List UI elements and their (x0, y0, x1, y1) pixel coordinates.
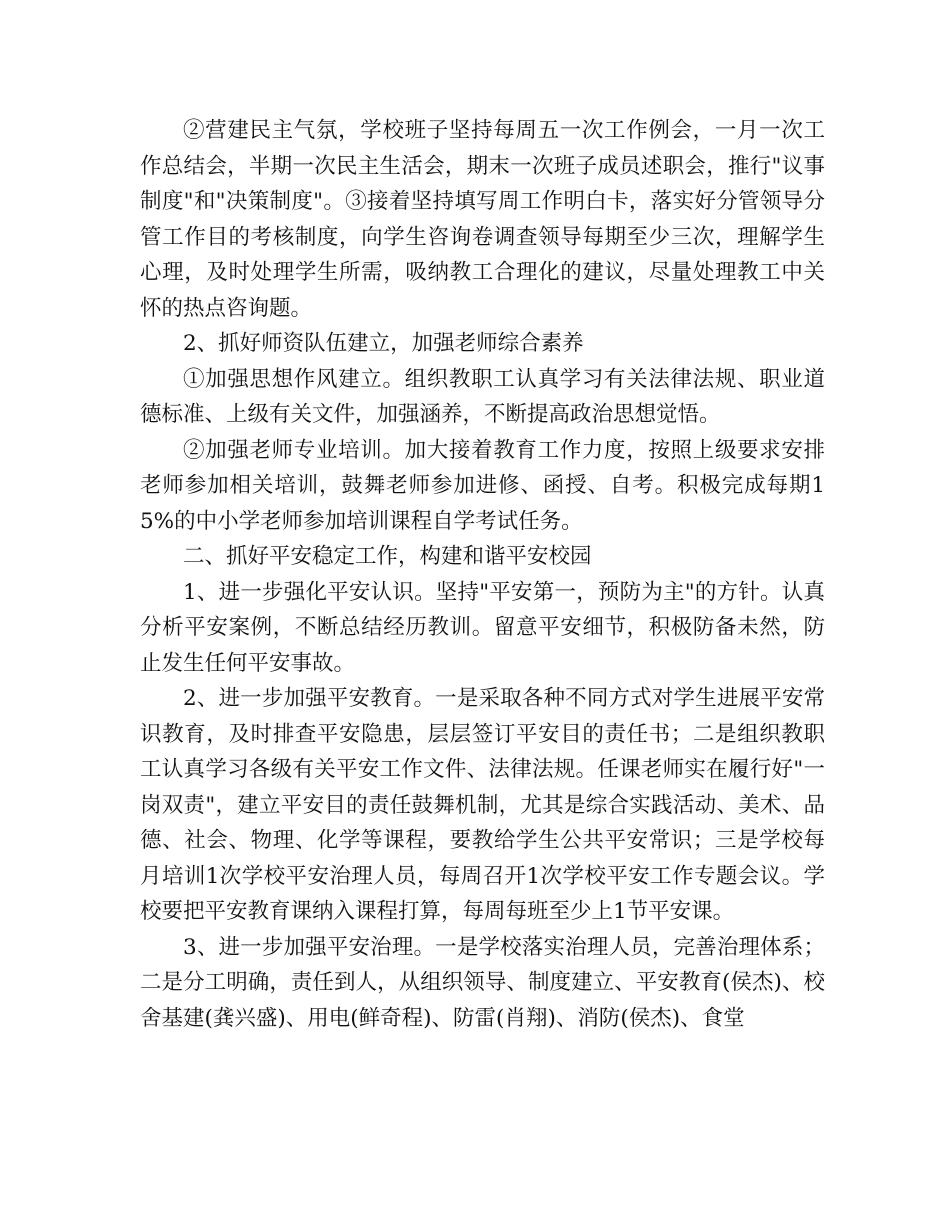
paragraph-safety-awareness: 1、进一步强化平安认识。坚持"平安第一，预防为主"的方针。认真分析平安案例，不断总结经历教训。留意平安细节，积极防备未然，防止发生任何平安事故。 (140, 579, 825, 676)
paragraph-ideology-style: ①加强思想作风建立。组织教职工认真学习有关法律法规、职业道德标准、上级有关文件，加强涵养，不断提高政治思想觉悟。 (140, 366, 825, 427)
heading-teacher-team: 2、抓好师资队伍建立，加强老师综合素养 (183, 331, 584, 356)
paragraph-democratic-atmosphere: ②营建民主气氛，学校班子坚持每周五一次工作例会，一月一次工作总结会，半期一次民主生活会，期末一次班子成员述职会，推行"议事制度"和"决策制度"。③接着坚持填写周工作明白卡，落实好分管领导分管工作目的考核制度，向学生咨询卷调查领导每期至少三次，理解学生心理，及时处理学生所需，吸纳教工合理化的建议，尽量处理教工中关怀的热点咨询题。 (140, 118, 825, 321)
document-body (140, 113, 825, 1036)
paragraph-safety-management: 3、进一步加强平安治理。一是学校落实治理人员，完善治理体系；二是分工明确，责任到人，从组织领导、制度建立、平安教育(侯杰)、校舍基建(龚兴盛)、用电(鲜奇程)、防雷(肖翔)、消防(侯杰)、食堂 (140, 934, 825, 1031)
heading-safety-stability: 二、抓好平安稳定工作，构建和谐平安校园 (183, 544, 592, 569)
paragraph-safety-education: 2、进一步加强平安教育。一是采取各种不同方式对学生进展平安常识教育，及时排查平安隐患，层层签订平安目的责任书；二是组织教职工认真学习各级有关平安工作文件、法律法规。任课老师实在履行好"一岗双责"，建立平安目的责任鼓舞机制，尤其是综合实践活动、美术、品德、社会、物理、化学等课程，要教给学生公共平安常识；三是学校每月培训1次学校平安治理人员，每周召开1次学校平安工作专题会议。学校要把平安教育课纳入课程打算，每周每班至少上1节平安课。 (140, 686, 825, 924)
paragraph-professional-training: ②加强老师专业培训。加大接着教育工作力度，按照上级要求安排老师参加相关培训，鼓舞老师参加进修、函授、自考。积极完成每期15%的中小学老师参加培训课程自学考试任务。 (140, 437, 825, 534)
